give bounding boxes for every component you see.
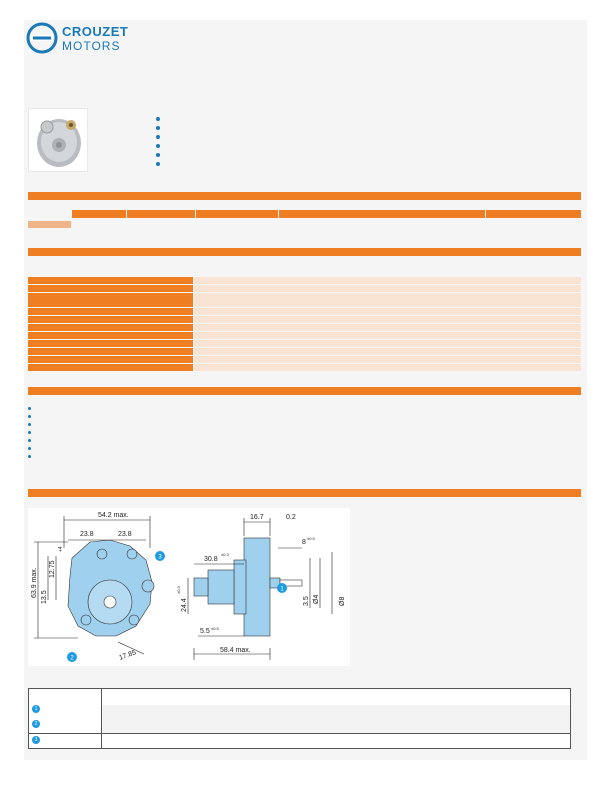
spec-value	[194, 293, 581, 307]
dim-lower-offset: 13.5	[41, 590, 48, 604]
dim-side-width-b: 0.2	[286, 514, 296, 521]
dim-side-width-a: 16.7	[250, 514, 264, 521]
spec-row	[28, 364, 581, 371]
legend-badge-1: 1	[32, 705, 40, 713]
bullet-dot	[28, 455, 31, 458]
dim-shaft-length-tol: ±0.5	[307, 536, 315, 541]
legend-shaded-row	[102, 705, 570, 733]
table-header-cell	[486, 210, 581, 218]
ordering-table-header	[28, 210, 581, 218]
legend-badge-3: 3	[32, 736, 40, 744]
spec-value	[194, 308, 581, 315]
table-header-cell	[279, 210, 485, 218]
spec-value	[194, 285, 581, 292]
table-header-cell	[72, 210, 126, 218]
bullet-dot	[156, 117, 160, 121]
dim-side-tolerance: +4	[58, 546, 64, 552]
bullet-dot	[156, 144, 160, 148]
spec-value	[194, 324, 581, 331]
dimension-drawing-svg	[28, 508, 350, 666]
bullet-dot	[28, 439, 31, 442]
spec-value	[194, 316, 581, 323]
bullet-dot	[28, 431, 31, 434]
spec-row	[28, 324, 581, 331]
spec-row	[28, 285, 581, 292]
section-header-bar	[28, 192, 581, 200]
legend-divider	[101, 689, 102, 748]
section-header-bar	[28, 248, 581, 256]
spec-label	[28, 308, 193, 315]
section-header-bar	[28, 387, 581, 395]
spec-label	[28, 316, 193, 323]
dim-overall-width: 54.2 max.	[98, 512, 129, 519]
spec-value	[194, 340, 581, 347]
bullet-dot	[28, 447, 31, 450]
dim-upper-offset: 12.75	[49, 560, 56, 578]
dim-flat: 3.5	[303, 596, 310, 606]
product-photo	[28, 108, 88, 172]
dim-body-diameter: 24.4	[181, 598, 188, 612]
dim-body-diameter-tol: ±0.3	[176, 586, 181, 594]
bullet-dot	[156, 126, 160, 130]
spec-value	[194, 356, 581, 363]
dim-overall-length: 58.4 max.	[220, 647, 251, 654]
callout-3: 3	[158, 554, 162, 561]
dim-flange-tol: ±0.5	[211, 626, 219, 631]
spec-label	[28, 332, 193, 339]
spec-row	[28, 332, 581, 339]
dim-flange: 5.5	[200, 628, 210, 635]
gearmotor-image	[29, 109, 89, 173]
legend-divider	[29, 733, 570, 734]
spec-row	[28, 348, 581, 355]
brand-name: CROUZET	[62, 24, 129, 39]
dim-boss-diameter: Ø8	[339, 596, 346, 606]
dimension-drawing	[28, 508, 350, 666]
spec-label	[28, 293, 193, 307]
section-header-bar	[28, 489, 581, 497]
spec-row	[28, 316, 581, 323]
spec-label	[28, 356, 193, 363]
dim-overall-height: 63.9 max.	[31, 567, 38, 598]
bullet-dot	[156, 135, 160, 139]
legend-table	[28, 688, 571, 749]
bullet-dot	[156, 153, 160, 157]
bullet-dot	[156, 162, 160, 166]
dim-shaft-diameter: Ø4	[313, 594, 320, 604]
callout-2: 2	[70, 655, 74, 662]
spec-row	[28, 340, 581, 347]
spec-label	[28, 340, 193, 347]
table-row-label	[28, 221, 71, 228]
table-header-cell	[127, 210, 195, 218]
crouzet-logo-icon	[26, 22, 58, 54]
bullet-dot	[28, 423, 31, 426]
spec-label	[28, 324, 193, 331]
brand-logo	[26, 22, 136, 54]
spec-row	[28, 356, 581, 363]
spec-value	[194, 332, 581, 339]
brand-subname: MOTORS	[62, 39, 121, 53]
dim-body-length: 30.8	[204, 556, 218, 563]
dim-shaft-length: 8	[302, 539, 306, 546]
spec-row	[28, 277, 581, 284]
feature-list	[28, 407, 31, 463]
spec-label	[28, 277, 193, 284]
spec-value	[194, 364, 581, 371]
spec-label	[28, 364, 193, 371]
spec-row	[28, 293, 581, 307]
bullet-dot	[28, 407, 31, 410]
dim-hole-spacing: 17.85	[118, 649, 138, 662]
table-header-cell	[196, 210, 278, 218]
spec-label	[28, 348, 193, 355]
spec-label	[28, 285, 193, 292]
legend-badge-2: 2	[32, 720, 40, 728]
dim-body-length-tol: ±0.3	[221, 552, 229, 557]
dim-half-left: 23.8	[80, 531, 94, 538]
spec-value	[194, 277, 581, 284]
callout-1: 1	[280, 586, 284, 593]
dim-half-right: 23.8	[118, 531, 132, 538]
bullet-dot	[28, 415, 31, 418]
feature-bullets	[156, 117, 160, 171]
spec-row	[28, 308, 581, 315]
spec-value	[194, 348, 581, 355]
